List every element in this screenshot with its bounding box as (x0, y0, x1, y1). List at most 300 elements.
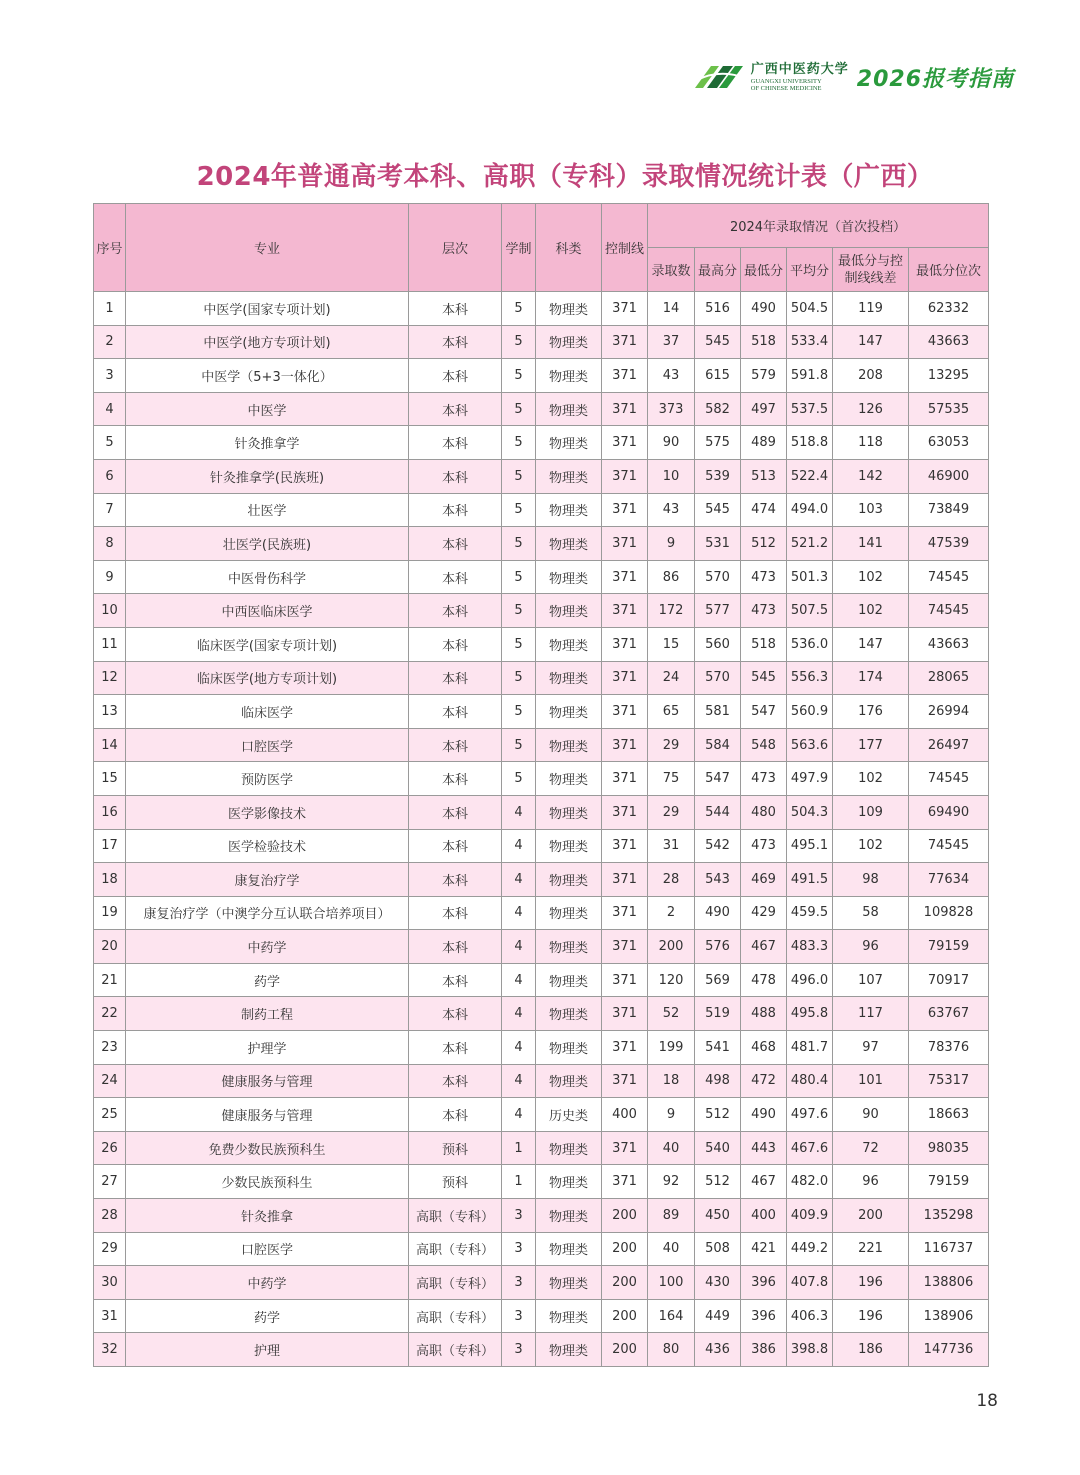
cell-category: 物理类 (536, 594, 602, 628)
header-no: 序号 (94, 204, 126, 292)
cell-max: 570 (695, 661, 741, 695)
cell-years: 3 (502, 1299, 536, 1333)
table-row (94, 527, 989, 561)
cell-level: 本科 (409, 728, 502, 762)
cell-rank: 43663 (909, 627, 989, 661)
cell-no: 10 (94, 594, 126, 628)
cell-no: 16 (94, 795, 126, 829)
cell-diff: 96 (833, 1165, 909, 1199)
cell-category: 物理类 (536, 493, 602, 527)
cell-category: 物理类 (536, 560, 602, 594)
cell-years: 5 (502, 560, 536, 594)
cell-diff: 141 (833, 527, 909, 561)
cell-control-line: 400 (602, 1098, 648, 1132)
cell-avg: 459.5 (787, 896, 833, 930)
table-row (94, 292, 989, 326)
cell-min: 518 (741, 627, 787, 661)
cell-avg: 496.0 (787, 963, 833, 997)
cell-no: 21 (94, 963, 126, 997)
cell-years: 5 (502, 594, 536, 628)
cell-avg: 556.3 (787, 661, 833, 695)
table-body (94, 292, 989, 1367)
cell-level: 本科 (409, 560, 502, 594)
cell-major: 制药工程 (126, 997, 409, 1031)
cell-min: 548 (741, 728, 787, 762)
cell-years: 5 (502, 762, 536, 796)
cell-max: 436 (695, 1333, 741, 1367)
cell-category: 物理类 (536, 963, 602, 997)
cell-no: 15 (94, 762, 126, 796)
cell-max: 545 (695, 493, 741, 527)
cell-rank: 63767 (909, 997, 989, 1031)
table-row (94, 1333, 989, 1367)
cell-years: 5 (502, 325, 536, 359)
cell-level: 本科 (409, 1064, 502, 1098)
cell-level: 预科 (409, 1165, 502, 1199)
cell-category: 物理类 (536, 1165, 602, 1199)
cell-rank: 46900 (909, 459, 989, 493)
university-logo-icon (693, 62, 747, 92)
cell-major: 壮医学 (126, 493, 409, 527)
cell-no: 32 (94, 1333, 126, 1367)
cell-diff: 97 (833, 1031, 909, 1065)
cell-admitted: 120 (648, 963, 695, 997)
table-row (94, 963, 989, 997)
cell-admitted: 15 (648, 627, 695, 661)
cell-category: 物理类 (536, 459, 602, 493)
cell-no: 4 (94, 392, 126, 426)
cell-no: 25 (94, 1098, 126, 1132)
page-title: 2024年普通高考本科、高职（专科）录取情况统计表（广西） (196, 162, 934, 192)
header-control-line: 控制线 (602, 204, 648, 292)
cell-diff: 196 (833, 1299, 909, 1333)
cell-diff: 102 (833, 560, 909, 594)
cell-major: 护理 (126, 1333, 409, 1367)
table-row (94, 728, 989, 762)
cell-max: 531 (695, 527, 741, 561)
cell-level: 本科 (409, 661, 502, 695)
cell-rank: 47539 (909, 527, 989, 561)
cell-category: 物理类 (536, 527, 602, 561)
table-row (94, 1199, 989, 1233)
cell-diff: 177 (833, 728, 909, 762)
cell-avg: 504.5 (787, 292, 833, 326)
cell-level: 本科 (409, 963, 502, 997)
cell-category: 物理类 (536, 695, 602, 729)
cell-admitted: 199 (648, 1031, 695, 1065)
cell-min: 467 (741, 1165, 787, 1199)
cell-major: 预防医学 (126, 762, 409, 796)
cell-major: 中药学 (126, 1266, 409, 1300)
table-row (94, 1131, 989, 1165)
cell-category: 物理类 (536, 359, 602, 393)
cell-diff: 101 (833, 1064, 909, 1098)
cell-avg: 494.0 (787, 493, 833, 527)
cell-rank: 26497 (909, 728, 989, 762)
cell-diff: 119 (833, 292, 909, 326)
cell-rank: 69490 (909, 795, 989, 829)
cell-years: 5 (502, 392, 536, 426)
cell-level: 本科 (409, 829, 502, 863)
cell-admitted: 90 (648, 426, 695, 460)
cell-admitted: 29 (648, 795, 695, 829)
cell-max: 581 (695, 695, 741, 729)
cell-control-line: 371 (602, 762, 648, 796)
cell-rank: 79159 (909, 1165, 989, 1199)
cell-level: 本科 (409, 997, 502, 1031)
admission-stats-table (93, 203, 989, 1367)
cell-level: 高职（专科） (409, 1266, 502, 1300)
cell-major: 临床医学(地方专项计划) (126, 661, 409, 695)
cell-major: 临床医学(国家专项计划) (126, 627, 409, 661)
page-number: 18 (976, 1391, 998, 1411)
table-row (94, 493, 989, 527)
cell-diff: 221 (833, 1232, 909, 1266)
cell-no: 2 (94, 325, 126, 359)
cell-admitted: 28 (648, 863, 695, 897)
cell-min: 400 (741, 1199, 787, 1233)
cell-min: 443 (741, 1131, 787, 1165)
cell-admitted: 10 (648, 459, 695, 493)
cell-category: 物理类 (536, 292, 602, 326)
cell-avg: 591.8 (787, 359, 833, 393)
cell-years: 4 (502, 795, 536, 829)
cell-category: 物理类 (536, 762, 602, 796)
cell-category: 物理类 (536, 627, 602, 661)
cell-avg: 501.3 (787, 560, 833, 594)
cell-rank: 138906 (909, 1299, 989, 1333)
cell-max: 582 (695, 392, 741, 426)
cell-major: 针灸推拿 (126, 1199, 409, 1233)
cell-years: 3 (502, 1266, 536, 1300)
table-row (94, 1098, 989, 1132)
cell-min: 396 (741, 1299, 787, 1333)
cell-no: 7 (94, 493, 126, 527)
cell-no: 19 (94, 896, 126, 930)
cell-rank: 75317 (909, 1064, 989, 1098)
university-name (751, 63, 849, 92)
cell-max: 450 (695, 1199, 741, 1233)
cell-major: 口腔医学 (126, 728, 409, 762)
cell-min: 512 (741, 527, 787, 561)
cell-rank: 135298 (909, 1199, 989, 1233)
cell-no: 29 (94, 1232, 126, 1266)
cell-min: 547 (741, 695, 787, 729)
cell-min: 469 (741, 863, 787, 897)
cell-years: 5 (502, 728, 536, 762)
cell-category: 物理类 (536, 1199, 602, 1233)
cell-category: 物理类 (536, 795, 602, 829)
cell-max: 560 (695, 627, 741, 661)
cell-major: 健康服务与管理 (126, 1064, 409, 1098)
cell-no: 24 (94, 1064, 126, 1098)
table-row (94, 896, 989, 930)
cell-avg: 536.0 (787, 627, 833, 661)
cell-category: 物理类 (536, 1299, 602, 1333)
cell-level: 本科 (409, 392, 502, 426)
cell-diff: 208 (833, 359, 909, 393)
table-row (94, 997, 989, 1031)
cell-max: 615 (695, 359, 741, 393)
table-row (94, 426, 989, 460)
cell-no: 26 (94, 1131, 126, 1165)
cell-diff: 109 (833, 795, 909, 829)
cell-major: 针灸推拿学(民族班) (126, 459, 409, 493)
cell-rank: 62332 (909, 292, 989, 326)
cell-max: 575 (695, 426, 741, 460)
cell-max: 544 (695, 795, 741, 829)
header-category: 科类 (536, 204, 602, 292)
cell-min: 473 (741, 594, 787, 628)
cell-min: 467 (741, 930, 787, 964)
cell-rank: 138806 (909, 1266, 989, 1300)
cell-major: 免费少数民族预科生 (126, 1131, 409, 1165)
cell-admitted: 100 (648, 1266, 695, 1300)
university-name-en: GUANGXI UNIVERSITY OF CHINESE MEDICINE (750, 77, 822, 92)
cell-admitted: 65 (648, 695, 695, 729)
cell-admitted: 31 (648, 829, 695, 863)
cell-min: 490 (741, 1098, 787, 1132)
cell-diff: 142 (833, 459, 909, 493)
cell-avg: 407.8 (787, 1266, 833, 1300)
cell-major: 中药学 (126, 930, 409, 964)
cell-min: 518 (741, 325, 787, 359)
cell-category: 物理类 (536, 997, 602, 1031)
cell-max: 516 (695, 292, 741, 326)
cell-years: 5 (502, 459, 536, 493)
header-major: 专业 (126, 204, 409, 292)
cell-diff: 102 (833, 762, 909, 796)
cell-min: 513 (741, 459, 787, 493)
cell-no: 14 (94, 728, 126, 762)
cell-years: 4 (502, 997, 536, 1031)
cell-max: 540 (695, 1131, 741, 1165)
cell-rank: 109828 (909, 896, 989, 930)
cell-diff: 126 (833, 392, 909, 426)
table-row (94, 594, 989, 628)
cell-category: 物理类 (536, 1031, 602, 1065)
cell-years: 5 (502, 627, 536, 661)
cell-rank: 74545 (909, 829, 989, 863)
cell-years: 4 (502, 896, 536, 930)
cell-no: 8 (94, 527, 126, 561)
cell-rank: 74545 (909, 594, 989, 628)
cell-no: 30 (94, 1266, 126, 1300)
cell-control-line: 371 (602, 560, 648, 594)
cell-rank: 79159 (909, 930, 989, 964)
cell-level: 本科 (409, 930, 502, 964)
table-row (94, 392, 989, 426)
cell-level: 高职（专科） (409, 1333, 502, 1367)
cell-years: 4 (502, 1031, 536, 1065)
cell-control-line: 371 (602, 392, 648, 426)
cell-avg: 518.8 (787, 426, 833, 460)
table-row (94, 560, 989, 594)
cell-control-line: 200 (602, 1232, 648, 1266)
cell-min: 472 (741, 1064, 787, 1098)
cell-control-line: 371 (602, 292, 648, 326)
cell-diff: 174 (833, 661, 909, 695)
cell-control-line: 371 (602, 359, 648, 393)
cell-major: 口腔医学 (126, 1232, 409, 1266)
table-row (94, 359, 989, 393)
cell-diff: 147 (833, 627, 909, 661)
cell-control-line: 371 (602, 1031, 648, 1065)
cell-level: 本科 (409, 762, 502, 796)
cell-level: 本科 (409, 627, 502, 661)
cell-admitted: 164 (648, 1299, 695, 1333)
cell-avg: 560.9 (787, 695, 833, 729)
cell-admitted: 200 (648, 930, 695, 964)
cell-category: 物理类 (536, 392, 602, 426)
table-row (94, 325, 989, 359)
cell-major: 健康服务与管理 (126, 1098, 409, 1132)
cell-admitted: 9 (648, 1098, 695, 1132)
header-level: 层次 (409, 204, 502, 292)
cell-control-line: 371 (602, 1131, 648, 1165)
cell-avg: 521.2 (787, 527, 833, 561)
cell-avg: 507.5 (787, 594, 833, 628)
cell-avg: 449.2 (787, 1232, 833, 1266)
cell-rank: 43663 (909, 325, 989, 359)
cell-control-line: 371 (602, 325, 648, 359)
cell-level: 本科 (409, 426, 502, 460)
table-row (94, 661, 989, 695)
cell-max: 541 (695, 1031, 741, 1065)
cell-diff: 147 (833, 325, 909, 359)
cell-max: 577 (695, 594, 741, 628)
cell-control-line: 200 (602, 1199, 648, 1233)
cell-diff: 72 (833, 1131, 909, 1165)
cell-min: 545 (741, 661, 787, 695)
cell-major: 康复治疗学 (126, 863, 409, 897)
cell-admitted: 40 (648, 1232, 695, 1266)
page-header (693, 58, 1014, 96)
cell-level: 本科 (409, 493, 502, 527)
cell-avg: 398.8 (787, 1333, 833, 1367)
cell-avg: 537.5 (787, 392, 833, 426)
cell-rank: 57535 (909, 392, 989, 426)
cell-level: 高职（专科） (409, 1199, 502, 1233)
cell-control-line: 371 (602, 1064, 648, 1098)
cell-years: 4 (502, 1064, 536, 1098)
cell-rank: 78376 (909, 1031, 989, 1065)
cell-category: 物理类 (536, 930, 602, 964)
cell-admitted: 2 (648, 896, 695, 930)
cell-admitted: 75 (648, 762, 695, 796)
cell-diff: 58 (833, 896, 909, 930)
cell-major: 中医学(国家专项计划) (126, 292, 409, 326)
cell-admitted: 172 (648, 594, 695, 628)
cell-avg: 482.0 (787, 1165, 833, 1199)
cell-avg: 483.3 (787, 930, 833, 964)
cell-diff: 102 (833, 594, 909, 628)
cell-category: 物理类 (536, 661, 602, 695)
cell-min: 478 (741, 963, 787, 997)
cell-no: 22 (94, 997, 126, 1031)
header-min: 最低分 (741, 248, 787, 292)
table-row (94, 1064, 989, 1098)
cell-no: 31 (94, 1299, 126, 1333)
cell-years: 4 (502, 930, 536, 964)
cell-max: 508 (695, 1232, 741, 1266)
cell-max: 519 (695, 997, 741, 1031)
table-row (94, 930, 989, 964)
cell-level: 本科 (409, 325, 502, 359)
cell-level: 本科 (409, 1098, 502, 1132)
cell-avg: 491.5 (787, 863, 833, 897)
cell-level: 本科 (409, 863, 502, 897)
cell-max: 570 (695, 560, 741, 594)
cell-diff: 98 (833, 863, 909, 897)
cell-max: 569 (695, 963, 741, 997)
cell-major: 中医学（5+3一体化） (126, 359, 409, 393)
cell-level: 本科 (409, 459, 502, 493)
cell-control-line: 371 (602, 627, 648, 661)
cell-major: 康复治疗学（中澳学分互认联合培养项目） (126, 896, 409, 930)
cell-no: 28 (94, 1199, 126, 1233)
cell-control-line: 371 (602, 594, 648, 628)
cell-category: 物理类 (536, 728, 602, 762)
cell-diff: 186 (833, 1333, 909, 1367)
cell-major: 中医学 (126, 392, 409, 426)
cell-no: 3 (94, 359, 126, 393)
cell-years: 3 (502, 1232, 536, 1266)
cell-min: 497 (741, 392, 787, 426)
cell-rank: 63053 (909, 426, 989, 460)
cell-control-line: 371 (602, 863, 648, 897)
cell-rank: 74545 (909, 560, 989, 594)
cell-diff: 90 (833, 1098, 909, 1132)
cell-diff: 103 (833, 493, 909, 527)
cell-years: 4 (502, 829, 536, 863)
cell-diff: 200 (833, 1199, 909, 1233)
cell-max: 498 (695, 1064, 741, 1098)
cell-category: 物理类 (536, 896, 602, 930)
cell-min: 490 (741, 292, 787, 326)
cell-avg: 522.4 (787, 459, 833, 493)
table-row (94, 863, 989, 897)
cell-admitted: 18 (648, 1064, 695, 1098)
cell-min: 480 (741, 795, 787, 829)
cell-no: 6 (94, 459, 126, 493)
cell-min: 421 (741, 1232, 787, 1266)
cell-no: 9 (94, 560, 126, 594)
cell-years: 5 (502, 426, 536, 460)
cell-major: 医学影像技术 (126, 795, 409, 829)
cell-admitted: 37 (648, 325, 695, 359)
table-row (94, 762, 989, 796)
cell-rank: 77634 (909, 863, 989, 897)
cell-major: 壮医学(民族班) (126, 527, 409, 561)
header-rank: 最低分位次 (909, 248, 989, 292)
cell-max: 584 (695, 728, 741, 762)
cell-min: 396 (741, 1266, 787, 1300)
cell-control-line: 200 (602, 1266, 648, 1300)
cell-avg: 497.9 (787, 762, 833, 796)
table-row (94, 829, 989, 863)
header-admitted: 录取数 (648, 248, 695, 292)
cell-max: 490 (695, 896, 741, 930)
cell-major: 医学检验技术 (126, 829, 409, 863)
cell-major: 少数民族预科生 (126, 1165, 409, 1199)
cell-rank: 73849 (909, 493, 989, 527)
cell-no: 5 (94, 426, 126, 460)
cell-avg: 497.6 (787, 1098, 833, 1132)
cell-no: 12 (94, 661, 126, 695)
cell-category: 物理类 (536, 1232, 602, 1266)
cell-no: 1 (94, 292, 126, 326)
